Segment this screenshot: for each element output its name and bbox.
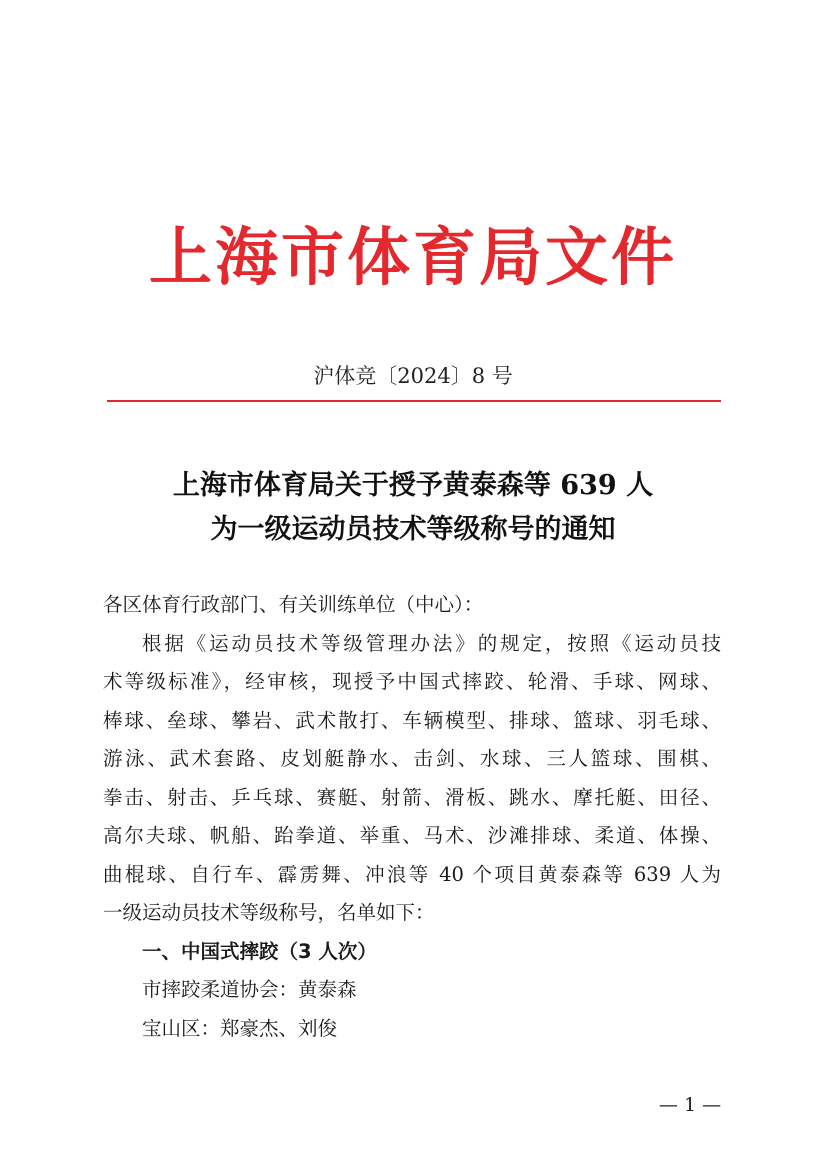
red-divider [107,400,721,402]
body-line-8: 一级运动员技术等级称号，名单如下： [103,901,435,924]
body-line-3: 棒球、垒球、攀岩、武术散打、车辆模型、排球、篮球、羽毛球、 [103,708,721,732]
document-number: 沪体竞〔2024〕8 号 [313,364,513,388]
document-masthead: 上海市体育局文件 [149,220,677,294]
list-item: 市摔跤柔道协会：黄泰森 [142,978,357,1001]
page-number: — 1 — [658,1094,722,1116]
salutation: 各区体育行政部门、有关训练单位（中心）： [103,593,484,616]
body-line-5: 拳击、射击、乒乓球、赛艇、射箭、滑板、跳水、摩托艇、田径、 [103,785,721,809]
document-title [0,466,826,554]
list-item: 宝山区：郑豪杰、刘俊 [142,1016,338,1040]
body-line-6: 高尔夫球、帆船、跆拳道、举重、马术、沙滩排球、柔道、体操、 [103,824,721,847]
body-line-2: 术等级标准》，经审核，现授予中国式摔跤、轮滑、手球、网球、 [103,670,721,693]
title-line-1: 上海市体育局关于授予黄泰森等 639 人 [172,470,654,501]
document-body [103,586,721,1048]
body-line-4: 游泳、武术套路、皮划艇静水、击剑、水球、三人篮球、围棋、 [103,747,721,770]
title-line-2: 为一级运动员技术等级称号的通知 [210,514,616,545]
section-heading: 一、中国式摔跤（3 人次） [142,939,377,963]
body-line-7: 曲棍球、自行车、霹雳舞、冲浪等 40 个项目黄泰森等 639 人为 [103,862,721,886]
body-line-1: 根据《运动员技术等级管理办法》的规定，按照《运动员技 [142,631,721,655]
